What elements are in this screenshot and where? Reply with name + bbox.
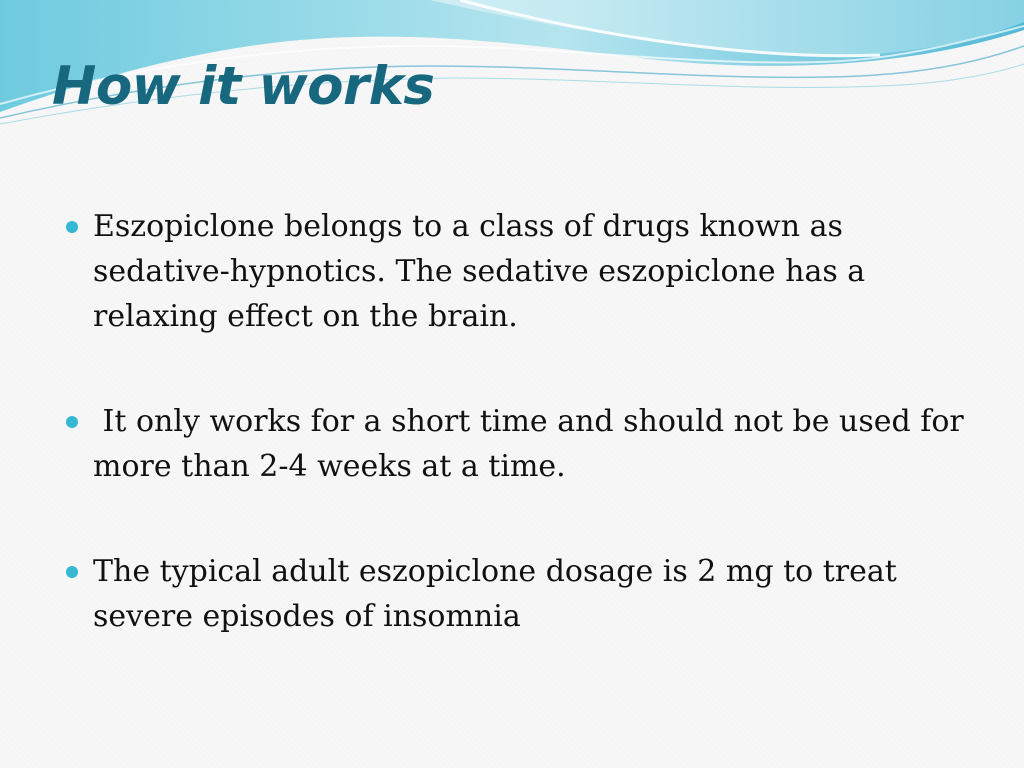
bullet-item: [66, 549, 966, 639]
bullet-dot-icon: [66, 416, 78, 428]
bullet-list: [66, 204, 974, 639]
bullet-dot-icon: [66, 566, 78, 578]
bullet-text: It only works for a short time and should not be used for more than 2-4 weeks at a time.: [93, 404, 974, 484]
bullet-dot-icon: [66, 221, 78, 233]
bullet-item: [66, 204, 966, 339]
bullet-text: Eszopiclone belongs to a class of drugs known as sedative-hypnotics. The sedative eszopiclone has a relaxing effect on the brain.: [93, 209, 866, 334]
bullet-item: [66, 399, 974, 489]
bullet-text: The typical adult eszopiclone dosage is 2 mg to treat severe episodes of insomnia: [93, 554, 897, 634]
slide-title: How it works: [52, 56, 435, 117]
